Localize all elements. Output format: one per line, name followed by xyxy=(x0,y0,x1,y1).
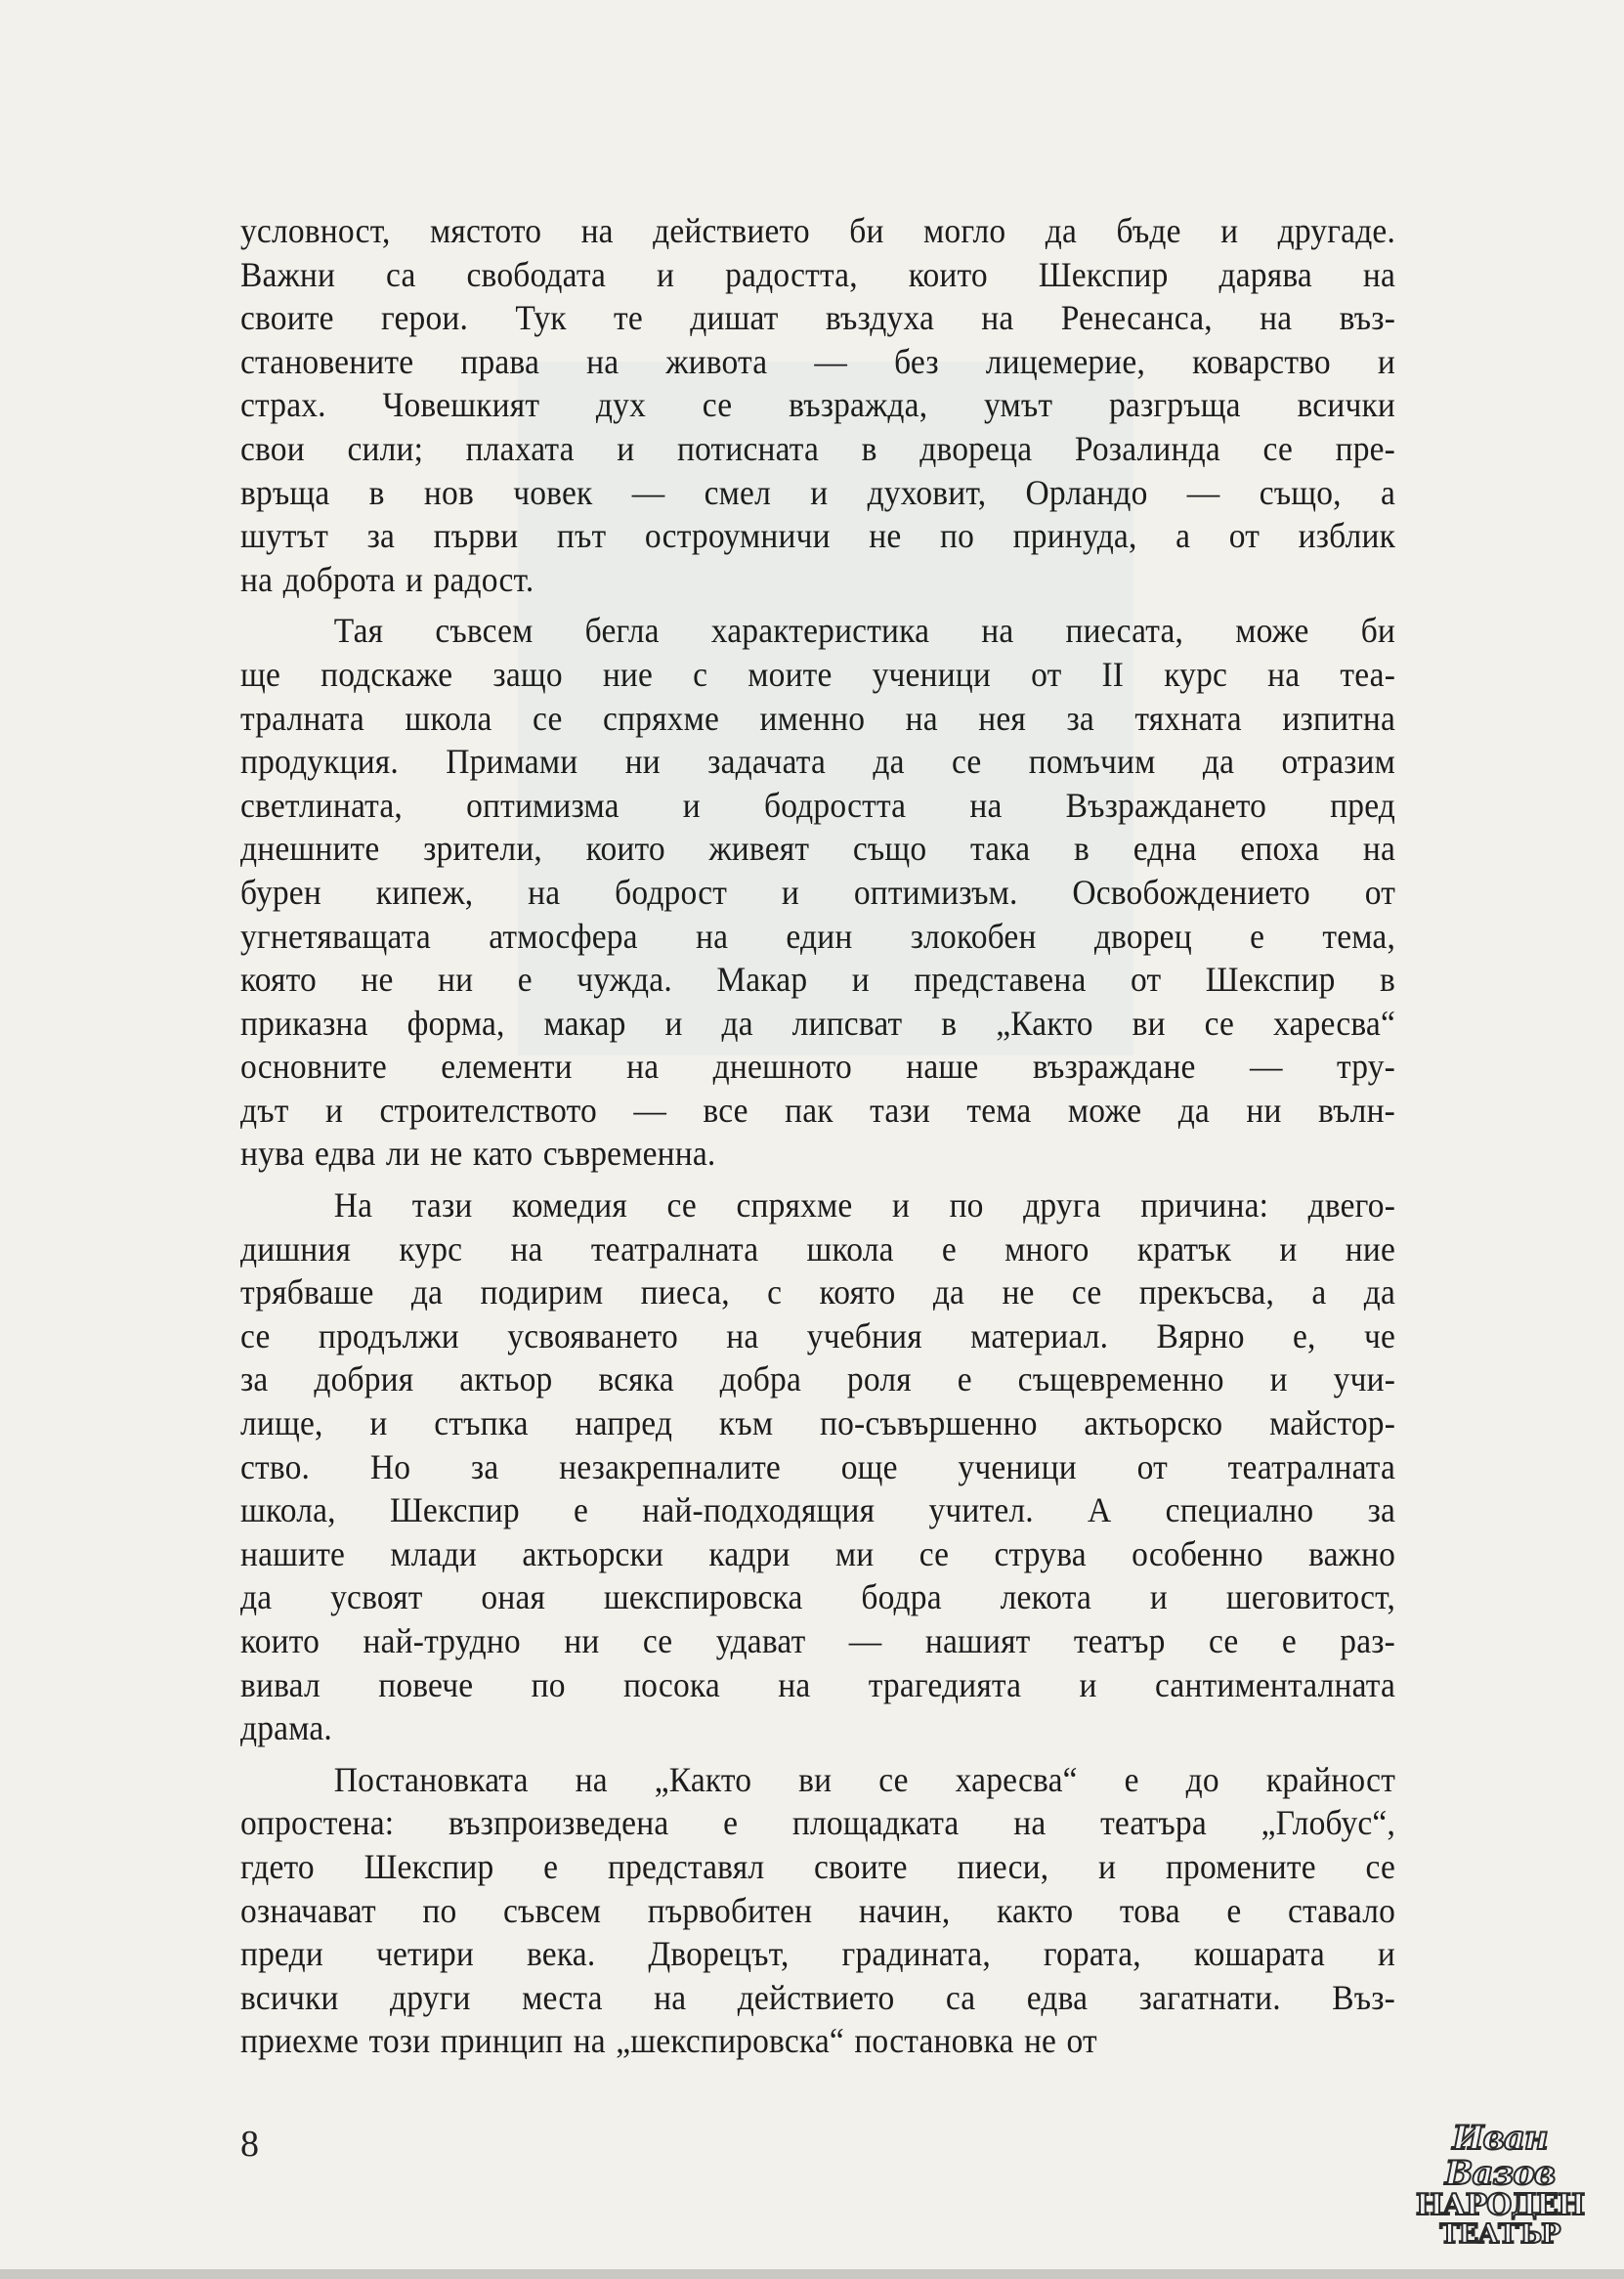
text-line: приказна форма, макар и да липсват в „Както ви се харесва“ xyxy=(240,1003,1396,1043)
text-line: Постановката на „Както ви се харесва“ е до крайност xyxy=(333,1759,1396,1799)
national-theatre-logo xyxy=(1407,2121,1593,2250)
body-text xyxy=(240,209,1395,2063)
text-line: нува едва ли не като съвременна. xyxy=(240,1134,716,1174)
text-line: тралната школа се спряхме именно на нея за тяхната изпитна xyxy=(240,698,1396,738)
text-line: шутът за първи път остроумничи не по принуда, а от изблик xyxy=(240,516,1396,556)
text-line: драма. xyxy=(240,1708,332,1748)
text-line: На тази комедия се спряхме и по друга причина: двего- xyxy=(333,1185,1396,1226)
text-line: становените права на живота — без лицемерие, коварство и xyxy=(240,341,1396,381)
text-line: бурен кипеж, на бодрост и оптимизъм. Освобождението от xyxy=(240,872,1396,912)
text-line: опростена: възпроизведена е площадката на театъра „Глобус“, xyxy=(240,1803,1396,1843)
text-line: страх. Човешкият дух се възражда, умът разгръща всички xyxy=(240,385,1396,425)
text-line: която не ни е чужда. Макар и представена от Шекспир в xyxy=(240,960,1396,1000)
text-line: ще подскаже защо ние с моите ученици от II курс на теа- xyxy=(240,654,1396,694)
text-line: на доброта и радост. xyxy=(240,559,534,599)
text-line: дишния курс на театралната школа е много кратък и ние xyxy=(240,1228,1396,1268)
paragraph-4 xyxy=(240,1758,1395,2063)
text-line: дът и строителството — все пак тази тема може да ни вълн- xyxy=(240,1090,1396,1130)
text-line: основните елементи на днешното наше възраждане — тру- xyxy=(240,1047,1396,1087)
text-line: се продължи усвояването на учебния материал. Вярно е, че xyxy=(240,1315,1396,1355)
text-line: свои сили; плахата и потисната в двореца Розалинда се пре- xyxy=(240,428,1396,468)
text-line: условност, мястото на действието би могло да бъде и другаде. xyxy=(240,211,1396,250)
text-line: трябваше да подирим пиеса, с която да не се прекъсва, а да xyxy=(240,1272,1396,1312)
text-line: продукция. Примами ни задачата да се помъчим да отразим xyxy=(240,742,1396,782)
scan-bottom-edge xyxy=(0,2269,1624,2279)
text-line: днешните зрители, които живеят също така в една епоха на xyxy=(240,829,1396,869)
paragraph-2 xyxy=(240,609,1395,1176)
text-line: означават по съвсем първобитен начин, както това е ставало xyxy=(240,1890,1396,1930)
logo-line-1: НАРОДЕН xyxy=(1415,2188,1585,2222)
paragraph-1 xyxy=(240,209,1395,601)
text-line: гдето Шекспир е представял своите пиеси, и промените се xyxy=(240,1846,1396,1886)
text-line: които най-трудно ни се удават — нашият театър се е раз- xyxy=(240,1621,1396,1660)
text-line: своите герои. Тук те дишат въздуха на Ренесанса, на въз- xyxy=(240,298,1396,338)
text-line: нашите млади актьорски кадри ми се струва особенно важно xyxy=(240,1533,1396,1573)
text-line: вивал повече по посока на трагедията и сантименталната xyxy=(240,1664,1396,1704)
text-line: лище, и стъпка напред към по-съвършенно актьорско майстор- xyxy=(240,1403,1396,1443)
logo-signature: Иван Вазов xyxy=(1444,2119,1556,2193)
text-line: ство. Но за незакрепналите още ученици от театралната xyxy=(240,1446,1396,1486)
logo-line-2: ТЕАТЪР xyxy=(1439,2219,1560,2250)
text-line: Важни са свободата и радостта, които Шекспир дарява на xyxy=(240,254,1396,294)
text-line: всички други места на действието са едва загатнати. Въз- xyxy=(240,1977,1396,2017)
text-line: приехме този принцип на „шекспировска“ постановка не от xyxy=(240,2021,1097,2061)
text-line: за добрия актьор всяка добра роля е същевременно и учи- xyxy=(240,1359,1396,1399)
text-line: школа, Шекспир е най-подходящия учител. А специално за xyxy=(240,1490,1396,1530)
page-number: 8 xyxy=(240,2124,259,2165)
text-line: Тая съвсем бегла характеристика на пиесата, може би xyxy=(333,611,1396,651)
text-line: връща в нов човек — смел и духовит, Орландо — също, а xyxy=(240,472,1396,512)
text-line: светлината, оптимизма и бодростта на Възраждането пред xyxy=(240,785,1396,825)
text-line: да усвоят оная шекспировска бодра лекота и шеговитост, xyxy=(240,1577,1396,1617)
text-line: угнетяващата атмосфера на един злокобен дворец е тема, xyxy=(240,916,1396,956)
paragraph-3 xyxy=(240,1183,1395,1750)
text-line: преди четири века. Дворецът, градината, гората, кошарата и xyxy=(240,1934,1396,1974)
